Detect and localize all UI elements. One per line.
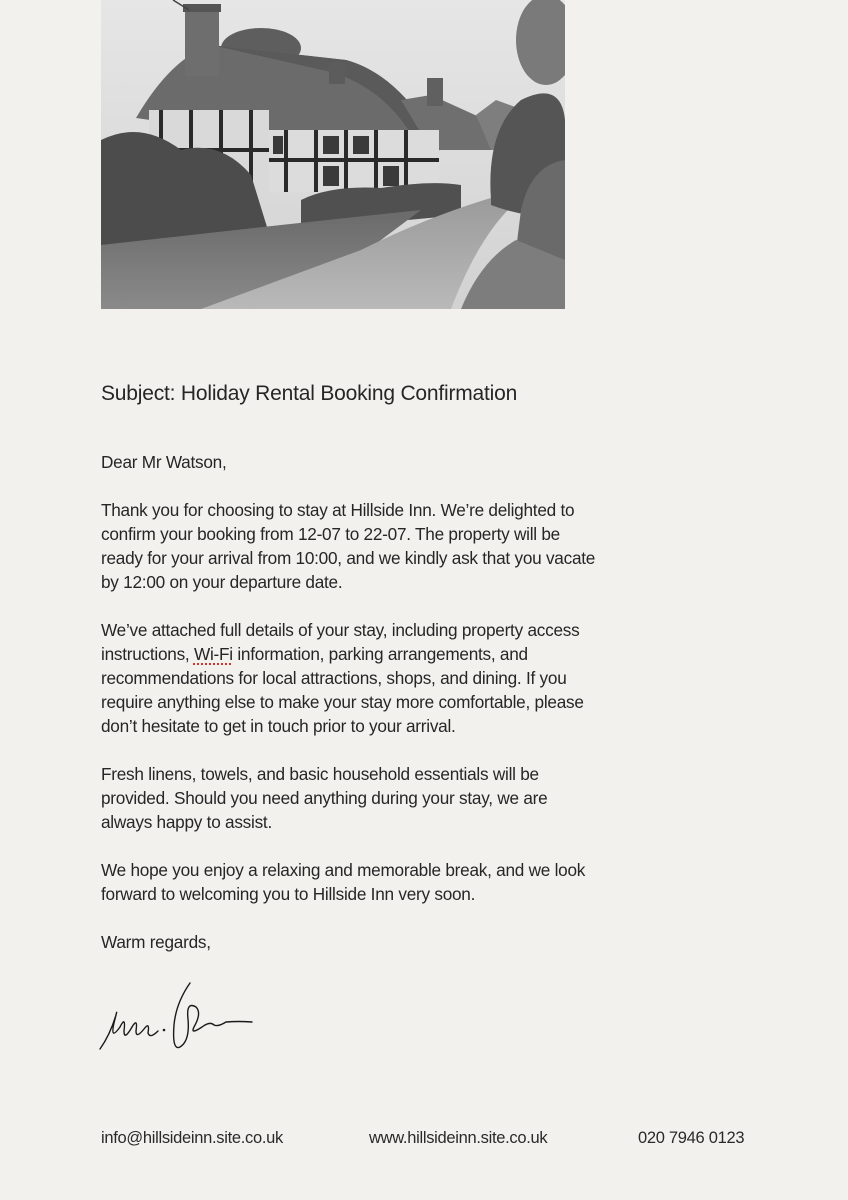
letter-subject: Subject: Holiday Rental Booking Confirmation bbox=[101, 382, 518, 405]
paragraph-booking-details bbox=[101, 498, 641, 594]
text-line: ready for your arrival from 10:00, and we kindly ask that you vacate bbox=[101, 548, 596, 568]
text-line: don’t hesitate to get in touch prior to your arrival. bbox=[101, 716, 456, 736]
spellcheck-flagged-word[interactable]: Wi-Fi bbox=[193, 644, 233, 664]
text-fragment: information, parking arrangements, and bbox=[232, 644, 528, 664]
text-line: Thank you for choosing to stay at Hillside Inn. We’re delighted to bbox=[101, 500, 575, 520]
text-line: require anything else to make your stay more comfortable, please bbox=[101, 692, 584, 712]
text-line: forward to welcoming you to Hillside Inn very soon. bbox=[101, 884, 476, 904]
text-line: confirm your booking from 12-07 to 22-07. The property will be bbox=[101, 524, 560, 544]
paragraph-attachment-info bbox=[101, 618, 641, 738]
paragraph-amenities bbox=[101, 762, 641, 834]
text-line: recommendations for local attractions, shops, and dining. If you bbox=[101, 668, 567, 688]
text-line: We’ve attached full details of your stay, including property access bbox=[101, 620, 580, 640]
letter-closing: Warm regards, bbox=[101, 932, 211, 952]
paragraph-closing-wish bbox=[101, 858, 641, 906]
letter-body bbox=[101, 450, 641, 978]
letter-greeting: Dear Mr Watson, bbox=[101, 452, 227, 472]
text-line: always happy to assist. bbox=[101, 812, 272, 832]
signature bbox=[98, 975, 258, 1055]
footer-email-link[interactable]: info@hillsideinn.site.co.uk bbox=[101, 1129, 283, 1147]
text-line: by 12:00 on your departure date. bbox=[101, 572, 343, 592]
footer-website-link[interactable]: www.hillsideinn.site.co.uk bbox=[369, 1129, 548, 1147]
text-line: We hope you enjoy a relaxing and memorable break, and we look bbox=[101, 860, 586, 880]
text-line bbox=[101, 642, 641, 666]
text-fragment: instructions, bbox=[101, 644, 194, 664]
footer-phone: 020 7946 0123 bbox=[638, 1129, 745, 1147]
text-line: Fresh linens, towels, and basic household essentials will be bbox=[101, 764, 539, 784]
cottage-photo bbox=[101, 0, 565, 309]
text-line: provided. Should you need anything during your stay, we are bbox=[101, 788, 548, 808]
